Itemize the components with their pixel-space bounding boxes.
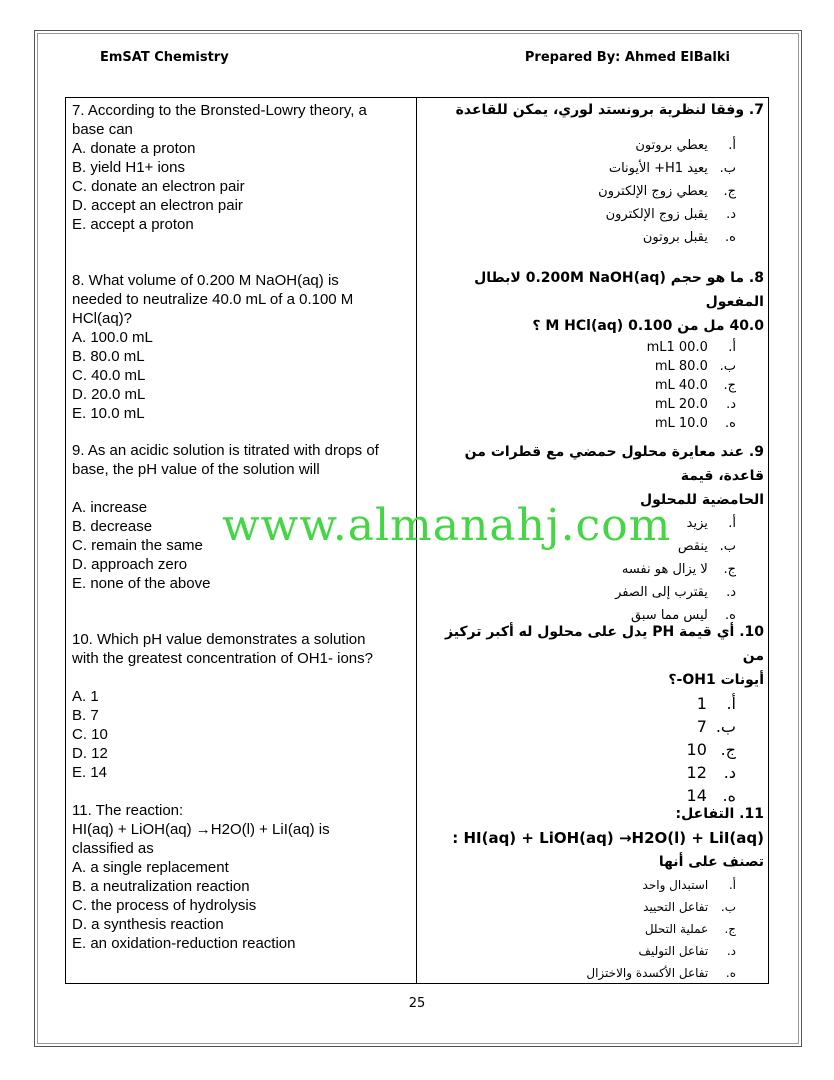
option-text: 12 bbox=[686, 763, 707, 782]
spacer bbox=[422, 122, 764, 134]
answer-option-b bbox=[422, 157, 764, 180]
option-label: د. bbox=[723, 763, 736, 782]
answer-option-a bbox=[422, 134, 764, 157]
option-label: ج. bbox=[723, 184, 736, 199]
answer-option-a: A. 1 bbox=[72, 688, 99, 705]
option-text: 14 bbox=[686, 786, 707, 805]
question-title: 10. أي قيمة PH يدل على محلول له أكبر تركيز من bbox=[444, 624, 764, 664]
question-title: 7. وفقا لنظرية برونستد لوري، يمكن للقاعدة bbox=[455, 102, 764, 118]
option-text: لا يزال هو نفسه bbox=[621, 562, 708, 577]
question-title: 40.0 مل من 0.100 M HCl(aq) ؟ bbox=[532, 318, 764, 334]
answer-option-b: B. a neutralization reaction bbox=[72, 878, 250, 895]
question-stem-line: needed to neutralize 40.0 mL of a 0.100 M bbox=[72, 291, 354, 308]
option-label: أ. bbox=[728, 516, 736, 531]
question-title: الحامضية للمحلول bbox=[639, 492, 764, 508]
answer-option-d bbox=[422, 761, 764, 784]
answer-option-b: B. 7 bbox=[72, 707, 99, 724]
answer-option-e bbox=[422, 962, 764, 984]
answer-option-b bbox=[422, 715, 764, 738]
answer-option-c: C. 40.0 mL bbox=[72, 367, 146, 384]
answer-option-c: C. donate an electron pair bbox=[72, 178, 245, 195]
option-label: ب. bbox=[715, 717, 736, 736]
answer-option-e bbox=[422, 414, 764, 433]
option-text: 10 bbox=[686, 740, 707, 759]
answer-option-b bbox=[422, 357, 764, 376]
option-label: أ. bbox=[726, 694, 736, 713]
option-label: أ. bbox=[728, 878, 736, 892]
spacer bbox=[72, 479, 412, 498]
option-text: تفاعل التوليف bbox=[638, 944, 709, 958]
question-10-en bbox=[72, 630, 412, 782]
question-stem-line: 10. Which pH value demonstrates a solution bbox=[72, 631, 366, 648]
question-stem-line: 9. As an acidic solution is titrated with drops of bbox=[72, 442, 379, 459]
question-title: 9. عند معايرة محلول حمضي مع قطرات من قاعدة، قيمة bbox=[464, 444, 764, 484]
option-text: 20.0 mL bbox=[654, 397, 708, 412]
answer-option-c bbox=[422, 918, 764, 940]
question-7-en bbox=[72, 101, 412, 234]
question-title: 8. ما هو حجم 0.200M NaOH(aq) لابطال المفعول bbox=[474, 270, 764, 310]
answer-option-d bbox=[422, 581, 764, 604]
question-stem-line: HI(aq) + LiOH(aq) →H2O(l) + LiI(aq) is bbox=[72, 821, 330, 838]
option-text: يقترب إلى الصفر bbox=[615, 585, 708, 600]
option-label: د. bbox=[726, 397, 736, 412]
answer-option-c bbox=[422, 180, 764, 203]
option-text: استبدال واحد bbox=[642, 878, 709, 892]
answer-option-d: D. accept an electron pair bbox=[72, 197, 243, 214]
answer-option-d: D. 12 bbox=[72, 745, 108, 762]
question-10-ar bbox=[422, 620, 764, 807]
option-label: ه. bbox=[725, 230, 736, 245]
answer-option-e: E. 10.0 mL bbox=[72, 405, 145, 422]
question-stem-line: 8. What volume of 0.200 M NaOH(aq) is bbox=[72, 272, 339, 289]
answer-option-c bbox=[422, 558, 764, 581]
option-text: 00.0 mL1 bbox=[646, 340, 708, 355]
option-text: ينقص bbox=[677, 539, 708, 554]
answer-option-c: C. remain the same bbox=[72, 537, 203, 554]
option-label: أ. bbox=[728, 138, 736, 153]
option-label: د. bbox=[726, 207, 736, 222]
option-label: ه. bbox=[722, 786, 736, 805]
question-stem-line: 11. The reaction: bbox=[72, 802, 184, 819]
header-author: Prepared By: Ahmed ElBalki bbox=[524, 50, 730, 65]
answer-option-a: A. a single replacement bbox=[72, 859, 229, 876]
answer-option-a bbox=[422, 692, 764, 715]
answer-option-e bbox=[422, 226, 764, 249]
answer-option-b bbox=[422, 896, 764, 918]
answer-option-c: C. the process of hydrolysis bbox=[72, 897, 257, 914]
answer-option-d bbox=[422, 203, 764, 226]
answer-option-e: E. accept a proton bbox=[72, 216, 194, 233]
answer-option-d: D. approach zero bbox=[72, 556, 188, 573]
option-text: يقبل بروتون bbox=[642, 230, 708, 245]
option-label: ب. bbox=[719, 359, 736, 374]
answer-option-c: C. 10 bbox=[72, 726, 108, 743]
answer-option-b: B. decrease bbox=[72, 518, 153, 535]
question-7-ar bbox=[422, 98, 764, 249]
question-stem-line: with the greatest concentration of OH1- ions? bbox=[72, 650, 373, 667]
answer-option-a: A. donate a proton bbox=[72, 140, 196, 157]
option-label: ب. bbox=[719, 161, 736, 176]
answer-option-e: E. none of the above bbox=[72, 575, 211, 592]
option-text: يعطي بروتون bbox=[635, 138, 708, 153]
answer-option-c bbox=[422, 376, 764, 395]
answer-option-d bbox=[422, 940, 764, 962]
answer-option-e: E. an oxidation-reduction reaction bbox=[72, 935, 296, 952]
option-text: 80.0 mL bbox=[654, 359, 708, 374]
header-subject: EmSAT Chemistry bbox=[100, 50, 229, 65]
option-text: يزيد bbox=[686, 516, 708, 531]
question-stem-line: 7. According to the Bronsted-Lowry theory, a bbox=[72, 102, 367, 119]
question-8-en bbox=[72, 271, 412, 423]
spacer bbox=[72, 668, 412, 687]
question-stem-line: base can bbox=[72, 121, 133, 138]
answer-option-d: D. a synthesis reaction bbox=[72, 916, 224, 933]
answer-option-a bbox=[422, 874, 764, 896]
option-text: يعطي زوج الإلكترون bbox=[598, 184, 708, 199]
answer-option-c bbox=[422, 738, 764, 761]
question-title: 11. التفاعل: bbox=[675, 806, 764, 822]
question-title: أيونات OH1-؟ bbox=[668, 672, 764, 688]
answer-option-a: A. 100.0 mL bbox=[72, 329, 153, 346]
option-text: 40.0 mL bbox=[654, 378, 708, 393]
page-number: 25 bbox=[408, 996, 426, 1011]
option-label: ه. bbox=[725, 966, 736, 980]
question-stem-line: HCl(aq)? bbox=[72, 310, 133, 327]
option-text: 1 bbox=[696, 694, 707, 713]
question-11-ar bbox=[422, 802, 764, 984]
watermark: www.almanahj.com bbox=[222, 500, 672, 551]
option-label: ه. bbox=[725, 608, 736, 623]
question-stem-line: base, the pH value of the solution will bbox=[72, 461, 320, 478]
option-label: أ. bbox=[728, 340, 736, 355]
option-text: تفاعل الأكسدة والاختزال bbox=[586, 966, 709, 980]
answer-option-e: E. 14 bbox=[72, 764, 108, 781]
option-label: ب. bbox=[720, 900, 736, 914]
option-label: د. bbox=[726, 585, 736, 600]
answer-option-d bbox=[422, 395, 764, 414]
option-label: ج. bbox=[724, 922, 736, 936]
option-label: د. bbox=[726, 944, 736, 958]
option-label: ب. bbox=[719, 539, 736, 554]
option-label: ج. bbox=[723, 378, 736, 393]
option-text: يعيد H1+ الأيونات bbox=[608, 161, 708, 176]
answer-option-a: A. increase bbox=[72, 499, 148, 516]
option-text: تفاعل التحييد bbox=[643, 900, 709, 914]
answer-option-d: D. 20.0 mL bbox=[72, 386, 146, 403]
answer-option-a bbox=[422, 338, 764, 357]
question-title: تصنف على أنها bbox=[658, 854, 764, 870]
question-equation: HI(aq) + LiOH(aq) →H2O(l) + LiI(aq) : bbox=[452, 829, 764, 847]
option-label: ج. bbox=[720, 740, 736, 759]
option-text: عملية التحلل bbox=[644, 922, 709, 936]
option-label: ج. bbox=[723, 562, 736, 577]
option-text: يقبل زوج الإلكترون bbox=[605, 207, 708, 222]
answer-option-b: B. yield H1+ ions bbox=[72, 159, 185, 176]
option-text: 7 bbox=[696, 717, 707, 736]
answer-option-b: B. 80.0 mL bbox=[72, 348, 145, 365]
question-stem-line: classified as bbox=[72, 840, 154, 857]
option-text: 10.0 mL bbox=[654, 416, 708, 431]
question-11-en bbox=[72, 801, 412, 953]
option-text: ليس مما سبق bbox=[631, 608, 708, 623]
option-label: ه. bbox=[725, 416, 736, 431]
question-8-ar bbox=[422, 266, 764, 433]
